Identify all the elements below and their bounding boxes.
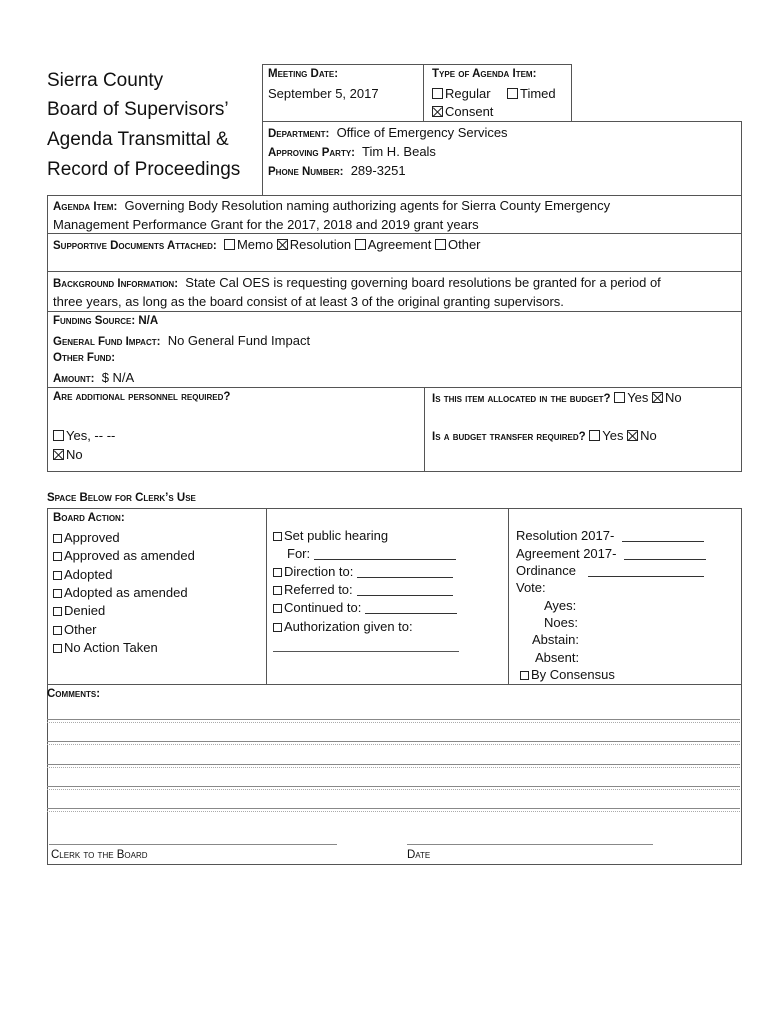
general-fund-row: General Fund Impact: No General Fund Impact <box>53 333 311 348</box>
checked-box-icon <box>53 449 64 460</box>
direction-to-field[interactable]: Direction to: <box>273 564 453 579</box>
referred-to-field[interactable]: Referred to: <box>273 582 453 597</box>
clerk-use-label: Space Below for Clerk’s Use <box>47 492 196 504</box>
checkbox-icon <box>53 589 62 598</box>
resolution-field[interactable]: Resolution 2017- <box>516 528 704 543</box>
checked-box-icon <box>652 392 663 403</box>
phone-row: Phone Number: 289-3251 <box>268 163 406 178</box>
clerk-signature-line[interactable] <box>49 844 337 845</box>
title-line-4: Record of Proceedings <box>47 159 241 180</box>
hearing-for-blank[interactable] <box>314 547 456 560</box>
budget-allocated-row: Is this item allocated in the budget? Yes No <box>432 390 682 405</box>
doc-other-option[interactable]: Other <box>435 237 481 252</box>
checkbox-icon <box>53 626 62 635</box>
set-public-hearing[interactable]: Set public hearing <box>273 528 388 543</box>
action-adopted-amended[interactable]: Adopted as amended <box>53 585 188 600</box>
meeting-date-label: Meeting Date: <box>268 68 339 80</box>
comment-line-2[interactable] <box>47 741 740 745</box>
authorization-field[interactable]: Authorization given to: <box>273 619 413 634</box>
title-line-3: Agenda Transmittal & <box>47 129 229 150</box>
checkbox-icon <box>355 239 366 250</box>
date-label: Date <box>407 849 431 861</box>
checked-box-icon <box>432 106 443 117</box>
doc-resolution-option[interactable]: Resolution <box>277 237 351 252</box>
action-approved[interactable]: Approved <box>53 530 120 545</box>
checked-box-icon <box>627 430 638 441</box>
comments-label: Comments: <box>47 688 101 700</box>
meeting-date-value: September 5, 2017 <box>268 86 379 101</box>
board-action-label: Board Action: <box>53 512 125 524</box>
type-timed-option[interactable]: Timed <box>507 86 556 101</box>
funding-source: Funding Source: N/A <box>53 315 159 327</box>
checkbox-icon <box>53 571 62 580</box>
type-consent-option[interactable]: Consent <box>432 104 493 119</box>
checkbox-icon <box>435 239 446 250</box>
checkbox-icon <box>520 671 529 680</box>
checkbox-icon <box>53 534 62 543</box>
checkbox-icon <box>614 392 625 403</box>
resolution-blank[interactable] <box>622 529 704 542</box>
budget-transfer-row: Is a budget transfer required? Yes No <box>432 428 657 443</box>
by-consensus-option[interactable]: By Consensus <box>520 667 615 682</box>
agenda-item-line-2: Management Performance Grant for the 2017, 2018 and 2019 grant years <box>53 217 479 232</box>
checkbox-icon <box>273 532 282 541</box>
checkbox-icon <box>273 568 282 577</box>
action-other[interactable]: Other <box>53 622 97 637</box>
transfer-yes-option[interactable]: Yes <box>589 428 623 443</box>
agreement-field[interactable]: Agreement 2017- <box>516 546 706 561</box>
checked-box-icon <box>277 239 288 250</box>
action-adopted[interactable]: Adopted <box>53 567 112 582</box>
department-row: Department: Office of Emergency Services <box>268 125 508 140</box>
action-denied[interactable]: Denied <box>53 603 105 618</box>
checkbox-icon <box>273 586 282 595</box>
comment-line-4[interactable] <box>47 786 740 790</box>
date-signature-line[interactable] <box>407 844 653 845</box>
title-line-2: Board of Supervisors’ <box>47 99 229 120</box>
doc-memo-option[interactable]: Memo <box>224 237 273 252</box>
supportive-docs-row: Supportive Documents Attached: Memo Resolution Agreement Other <box>53 237 481 252</box>
background-line-2: three years, as long as the board consist of at least 3 of the original granting supervisors. <box>53 294 564 309</box>
ordinance-blank[interactable] <box>588 564 704 577</box>
checkbox-icon <box>53 430 64 441</box>
checkbox-icon <box>432 88 443 99</box>
referred-blank[interactable] <box>357 583 453 596</box>
action-no-action[interactable]: No Action Taken <box>53 640 158 655</box>
clerk-signature-label: Clerk to the Board <box>51 849 148 861</box>
agenda-item-line-1: Agenda Item: Governing Body Resolution naming authorizing agents for Sierra County Emergency <box>53 198 611 213</box>
continued-blank[interactable] <box>365 601 457 614</box>
checkbox-icon <box>53 644 62 653</box>
checkbox-icon <box>53 552 62 561</box>
authorization-blank[interactable] <box>273 651 459 652</box>
title-line-1: Sierra County <box>47 70 164 91</box>
checkbox-icon <box>273 604 282 613</box>
hearing-for-field[interactable]: For: <box>287 546 456 561</box>
vote-label: Vote: <box>516 580 546 595</box>
direction-blank[interactable] <box>357 565 453 578</box>
type-regular-option[interactable]: Regular <box>432 86 491 101</box>
checkbox-icon <box>224 239 235 250</box>
amount-row: Amount: $ N/A <box>53 370 135 385</box>
transfer-no-option[interactable]: No <box>627 428 657 443</box>
noes-field[interactable]: Noes: <box>544 615 578 630</box>
comment-line-5[interactable] <box>47 808 740 812</box>
checkbox-icon <box>273 623 282 632</box>
comment-line-3[interactable] <box>47 764 740 768</box>
ayes-field[interactable]: Ayes: <box>544 598 577 613</box>
background-line-1: Background Information: State Cal OES is requesting governing board resolutions be granted for a period of <box>53 275 661 290</box>
checkbox-icon <box>507 88 518 99</box>
approving-party-row: Approving Party: Tim H. Beals <box>268 144 436 159</box>
agreement-blank[interactable] <box>624 547 706 560</box>
comment-line-1[interactable] <box>47 719 740 723</box>
absent-field[interactable]: Absent: <box>535 650 580 665</box>
abstain-field[interactable]: Abstain: <box>532 632 579 647</box>
budget-yes-option[interactable]: Yes <box>614 390 648 405</box>
checkbox-icon <box>589 430 600 441</box>
continued-to-field[interactable]: Continued to: <box>273 600 457 615</box>
action-approved-amended[interactable]: Approved as amended <box>53 548 195 563</box>
doc-agreement-option[interactable]: Agreement <box>355 237 432 252</box>
budget-no-option[interactable]: No <box>652 390 682 405</box>
personnel-question: Are additional personnel required? <box>53 391 231 403</box>
agenda-type-label: Type of Agenda Item: <box>432 68 537 80</box>
personnel-yes-option[interactable]: Yes, -- -- <box>53 428 115 443</box>
other-fund-label: Other Fund: <box>53 352 116 364</box>
personnel-no-option[interactable]: No <box>53 447 83 462</box>
ordinance-field[interactable]: Ordinance <box>516 563 704 578</box>
checkbox-icon <box>53 607 62 616</box>
